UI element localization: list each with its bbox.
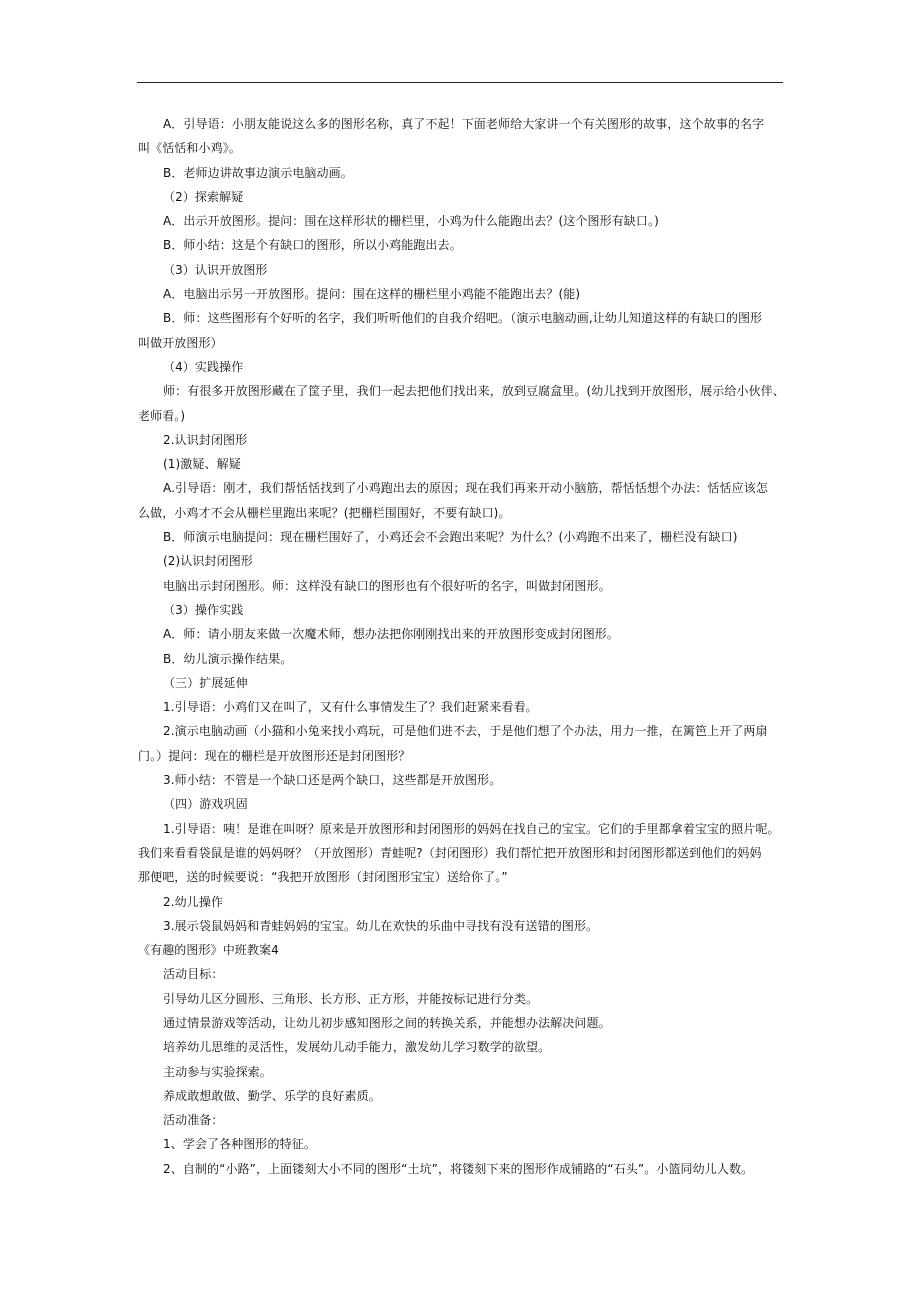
paragraph-line: 3.师小结：不管是一个缺口还是两个缺口，这些都是开放图形。 (163, 773, 502, 788)
paragraph-line: 师：有很多开放图形藏在了筐子里，我们一起去把他们找出来，放到豆腐盒里。(幼儿找到开放图形，展示给小伙伴、 (163, 384, 785, 399)
section-heading: （2）探索解疑 (163, 189, 244, 204)
paragraph-line: 培养幼儿思维的灵活性，发展幼儿动手能力，激发幼儿学习数学的欲望。 (163, 1040, 551, 1055)
section-heading: （四）游戏巩固 (163, 797, 248, 812)
section-heading: (1)激疑、解疑 (163, 457, 241, 472)
paragraph-line: 2.演示电脑动画（小猫和小兔来找小鸡玩，可是他们进不去，于是他们想了个办法，用力一推，在篱笆上开了两扇 (163, 724, 768, 739)
paragraph-line: 通过情景游戏等活动，让幼儿初步感知图形之间的转换关系，并能想办法解决问题。 (163, 1015, 611, 1030)
paragraph-line: 主动参与实验探索。 (163, 1064, 272, 1079)
paragraph-line: 引导幼儿区分圆形、三角形、长方形、正方形，并能按标记进行分类。 (163, 991, 539, 1006)
paragraph-line: B．师：这些图形有个好听的名字，我们听听他们的自我介绍吧。（演示电脑动画,让幼儿知道这样的有缺口的图形 (163, 311, 763, 326)
paragraph-line: 1.引导语：小鸡们又在叫了，又有什么事情发生了？我们赶紧来看看。 (163, 700, 538, 715)
paragraph-line: 老师看。) (138, 408, 186, 423)
paragraph-line: B．老师边讲故事边演示电脑动画。 (163, 165, 353, 180)
paragraph-line: 养成敢想敢做、勤学、乐学的良好素质。 (163, 1088, 381, 1103)
paragraph-line: 2.幼儿操作 (163, 894, 224, 909)
paragraph-line: A．师：请小朋友来做一次魔术师，想办法把你刚刚找出来的开放图形变成封闭图形。 (163, 627, 620, 642)
paragraph-line: B．师小结：这是个有缺口的图形，所以小鸡能跑出去。 (163, 238, 462, 253)
paragraph-line: 我们来看看袋鼠是谁的妈妈呀？（开放图形）青蛙呢?（封闭图形）我们帮忙把开放图形和封闭图形都送到他们的妈妈 (138, 845, 762, 860)
section-heading: 活动准备： (163, 1113, 224, 1128)
paragraph-line: A.引导语：刚才，我们帮恬恬找到了小鸡跑出去的原因；现在我们再来开动小脑筋，帮恬恬想个办法：恬恬应该怎 (163, 481, 768, 496)
header-rule (137, 82, 783, 83)
section-heading: （4）实践操作 (163, 359, 244, 374)
section-heading: 2.认识封闭图形 (163, 432, 248, 447)
paragraph-line: 叫《恬恬和小鸡》。 (138, 141, 241, 156)
section-heading: 活动目标： (163, 967, 224, 982)
paragraph-line: 3.展示袋鼠妈妈和青蛙妈妈的宝宝。幼儿在欢快的乐曲中寻找有没有送错的图形。 (163, 918, 599, 933)
paragraph-line: 么做，小鸡才不会从栅栏里跑出来呢？(把栅栏围围好，不要有缺口)。 (138, 505, 511, 520)
section-heading: （3）操作实践 (163, 602, 244, 617)
paragraph-line: 那便吧，送的时候要说：“我把开放图形（封闭图形宝宝）送给你了。” (138, 870, 508, 885)
document-title: 《有趣的图形》中班教案4 (138, 943, 279, 958)
section-heading: （三）扩展延伸 (163, 675, 248, 690)
paragraph-line: 2、自制的“小路”，上面镂刻大小不同的图形“土坑”，将镂刻下来的图形作成铺路的“石头”。小篮同幼儿人数。 (163, 1161, 754, 1176)
paragraph-line: B．幼儿演示操作结果。 (163, 651, 293, 666)
paragraph-line: 电脑出示封闭图形。师：这样没有缺口的图形也有个很好听的名字，叫做封闭图形。 (163, 578, 611, 593)
paragraph-line: 1、学会了各种图形的特征。 (163, 1137, 316, 1152)
section-heading: （3）认识开放图形 (163, 262, 268, 277)
paragraph-line: 1.引导语：咦！是谁在叫呀？原来是开放图形和封闭图形的妈妈在找自己的宝宝。它们的手里都拿着宝宝的照片呢。 (163, 821, 780, 836)
paragraph-line: 叫做开放图形） (138, 335, 223, 350)
paragraph-line: 门。）提问：现在的栅栏是开放图形还是封闭图形？ (138, 748, 411, 763)
paragraph-line: A．出示开放图形。提问：围在这样形状的栅栏里，小鸡为什么能跑出去？(这个图形有缺口。) (163, 214, 659, 229)
section-heading: (2)认识封闭图形 (163, 554, 253, 569)
paragraph-line: A．电脑出示另一开放图形。提问：围在这样的栅栏里小鸡能不能跑出去？(能) (163, 287, 581, 302)
paragraph-line: B．师演示电脑提问：现在栅栏围好了，小鸡还会不会跑出来呢？为什么？(小鸡跑不出来了，栅栏没有缺口) (163, 530, 738, 545)
document-body (0, 112, 920, 1181)
paragraph-line: A．引导语：小朋友能说这么多的图形名称，真了不起！下面老师给大家讲一个有关图形的故事，这个故事的名字 (163, 117, 765, 131)
